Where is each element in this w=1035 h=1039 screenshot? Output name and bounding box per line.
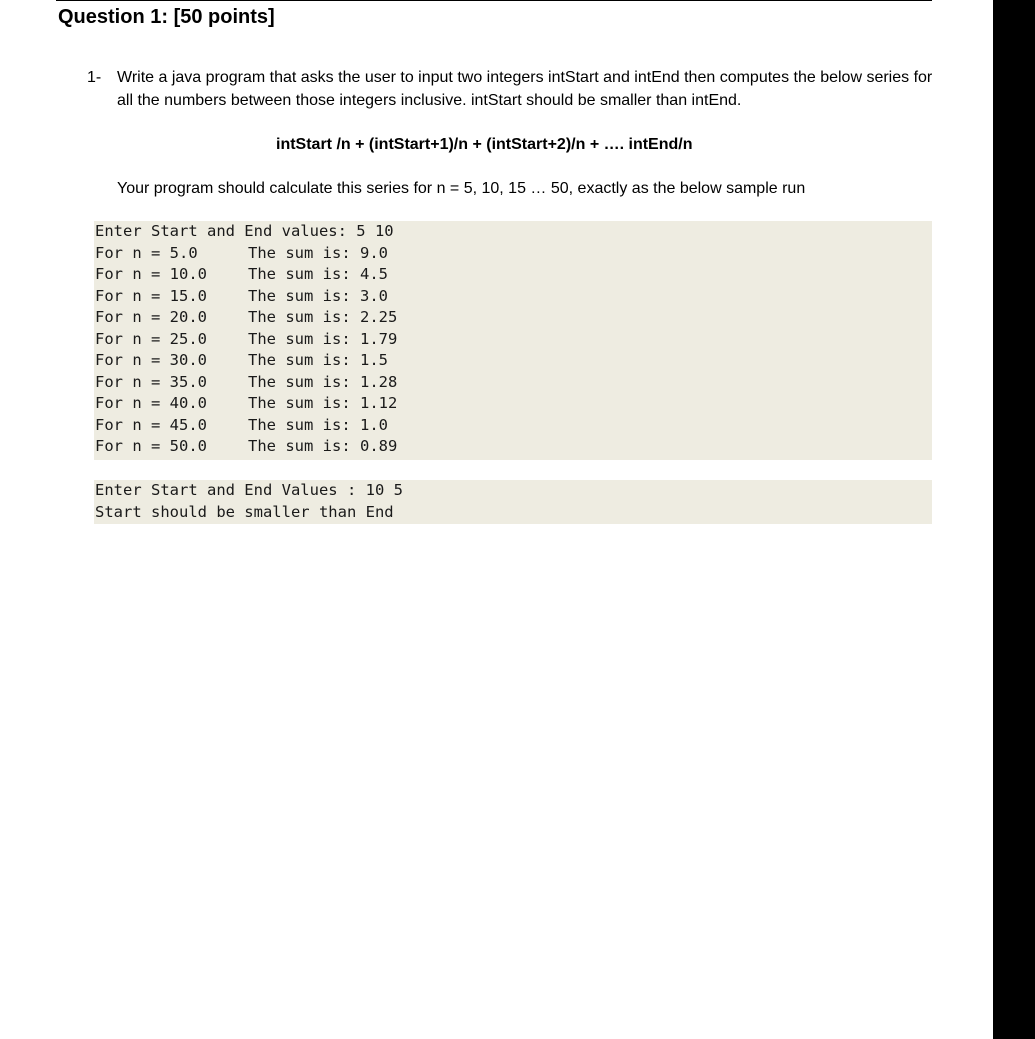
console-prompt-line: Enter Start and End Values : 10 5 (95, 481, 403, 499)
sum-value: The sum is: 1.28 (248, 372, 398, 391)
item-number: 1- (87, 69, 102, 86)
n-value: For n = 25.0 (95, 329, 207, 348)
n-value: For n = 45.0 (95, 415, 207, 434)
console-output-row (94, 286, 932, 308)
sum-value: The sum is: 3.0 (248, 286, 388, 305)
console-output-row (94, 415, 932, 437)
sum-value: The sum is: 0.89 (248, 437, 398, 455)
n-value: For n = 50.0 (95, 437, 207, 455)
console-output-row (94, 307, 932, 329)
sum-value: The sum is: 1.79 (248, 329, 398, 348)
n-value: For n = 15.0 (95, 286, 207, 305)
top-rule (56, 0, 932, 1)
n-value: For n = 35.0 (95, 372, 207, 391)
question-heading: Question 1: [50 points] (58, 6, 275, 28)
console-error-line: Start should be smaller than End (95, 502, 394, 521)
sum-value: The sum is: 2.25 (248, 308, 398, 326)
console-output-row (94, 264, 932, 286)
n-value: For n = 20.0 (95, 308, 207, 326)
console-output-row (94, 436, 932, 458)
sum-value: The sum is: 4.5 (248, 265, 388, 283)
sum-value: The sum is: 9.0 (248, 243, 388, 262)
series-formula: intStart /n + (intStart+1)/n + (intStart+2)/n + …. intEnd/n (276, 136, 693, 153)
console-output-row (94, 329, 932, 351)
console-output-row (94, 393, 932, 415)
console-prompt-line: Enter Start and End values: 5 10 (95, 222, 394, 240)
console-output-row (94, 350, 932, 372)
sum-value: The sum is: 1.0 (248, 415, 388, 434)
sample-run-1 (94, 221, 932, 460)
n-value: For n = 10.0 (95, 265, 207, 283)
item-text: Write a java program that asks the user to input two integers intStart and intEnd then computes the below series for all the numbers between those integers inclusive. intStart should be smaller than intEnd. (117, 69, 933, 109)
console-output-rows (94, 243, 932, 458)
console-output-row (94, 243, 932, 265)
n-value: For n = 30.0 (95, 351, 207, 369)
console-output-row (94, 372, 932, 394)
n-value: For n = 5.0 (95, 243, 198, 262)
right-edge-bar (993, 0, 1035, 1039)
sum-value: The sum is: 1.5 (248, 351, 388, 369)
n-value: For n = 40.0 (95, 394, 207, 412)
instruction-text: Your program should calculate this series for n = 5, 10, 15 … 50, exactly as the below sample run (117, 180, 806, 197)
sum-value: The sum is: 1.12 (248, 394, 398, 412)
sample-run-2 (94, 480, 932, 524)
